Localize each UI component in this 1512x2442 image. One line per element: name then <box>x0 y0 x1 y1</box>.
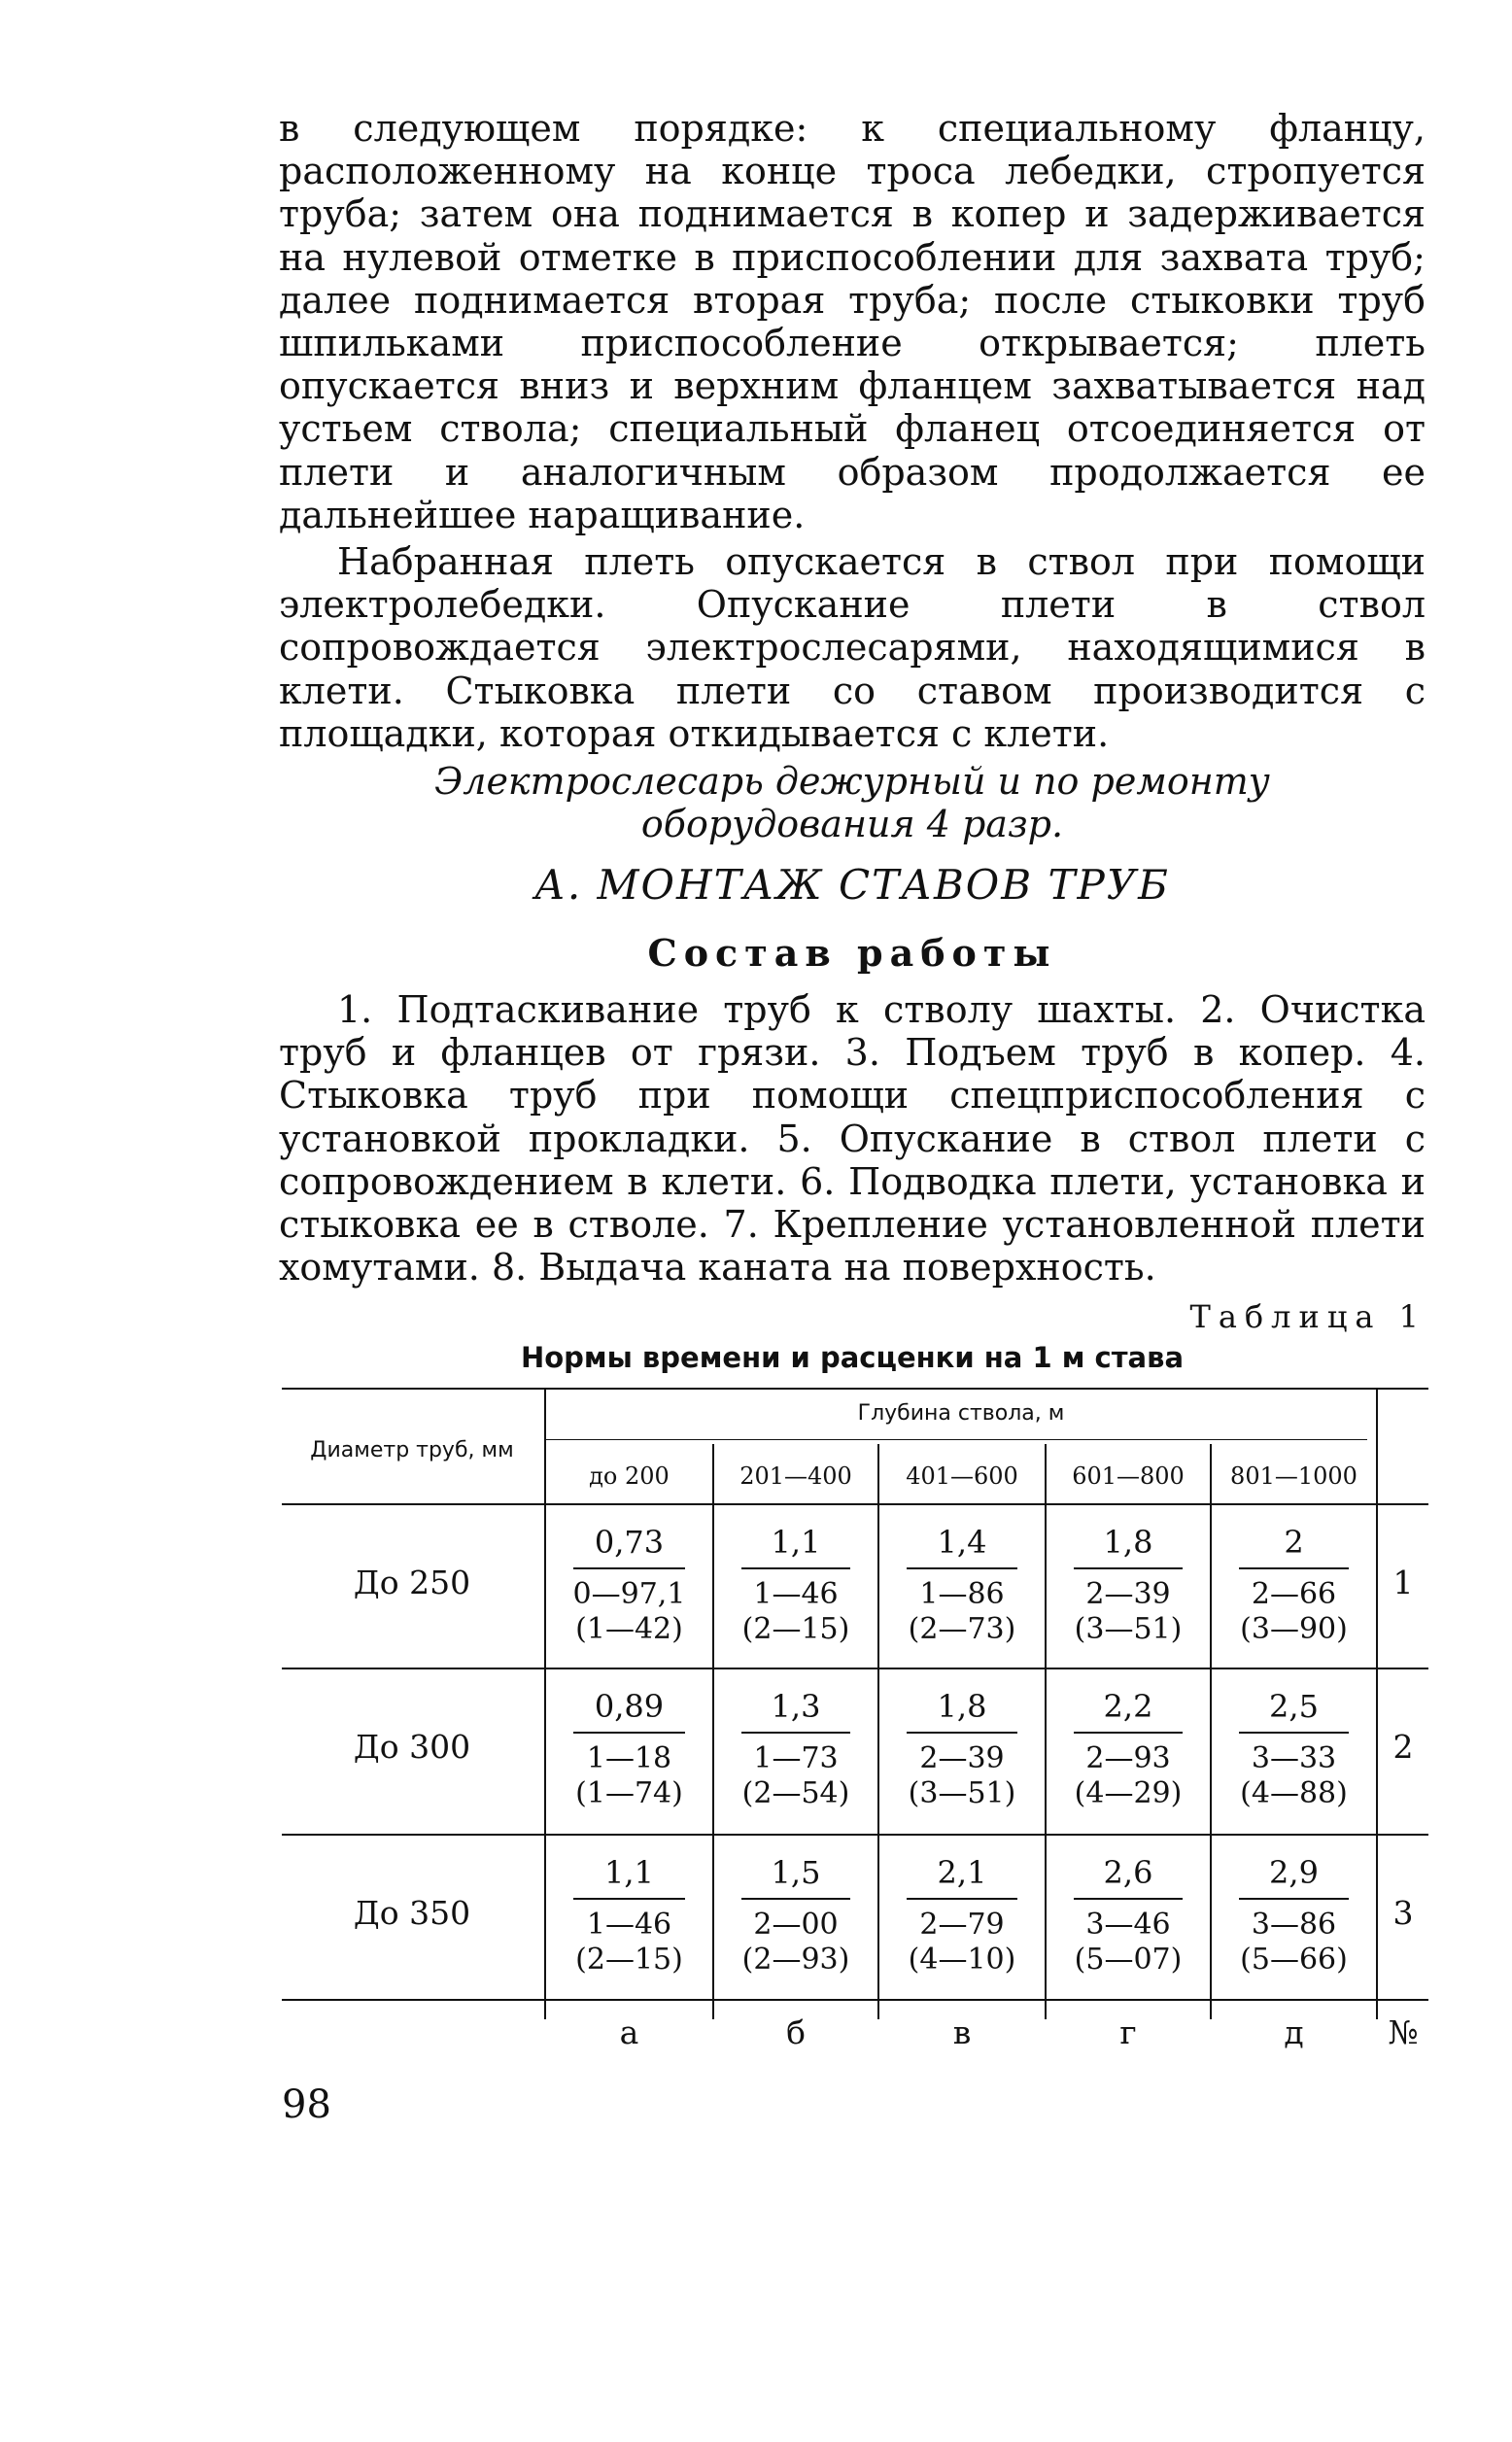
worker-title-line1: Электрослесарь дежурный и по ремонту <box>434 760 1270 803</box>
rate-value: 1—73 <box>753 1741 839 1775</box>
fraction-bar <box>907 1567 1017 1569</box>
footer-letter-4: д <box>1284 2013 1304 2051</box>
fraction-bar <box>1074 1732 1183 1734</box>
depth-col-1: 201—400 <box>739 1462 852 1490</box>
norm-value: 2 <box>1284 1524 1304 1561</box>
rate-alt-value: (2—73) <box>908 1612 1016 1646</box>
rate-value: 2—93 <box>1085 1741 1171 1775</box>
header-bottom-rule <box>282 1503 1428 1505</box>
norm-value: 1,4 <box>937 1524 987 1561</box>
table-label: Таблица 1 <box>1189 1298 1426 1335</box>
fraction-bar <box>573 1898 685 1900</box>
norm-value: 1,1 <box>771 1524 821 1561</box>
rate-value: 2—79 <box>919 1908 1005 1942</box>
depth-col-0: до 200 <box>589 1462 670 1490</box>
row-number-2: 2 <box>1392 1728 1414 1766</box>
norm-value: 0,73 <box>594 1524 665 1561</box>
rate-alt-value: (3—51) <box>908 1776 1016 1810</box>
depth-header-rule <box>546 1439 1367 1440</box>
rate-value: 1—46 <box>586 1908 672 1942</box>
fraction-bar <box>573 1567 685 1569</box>
rate-alt-value: (1—42) <box>575 1612 683 1646</box>
paragraph-lowering: Набранная плеть опускается в ствол при помощи электролебедки. Опускание плети в ствол сопровождается электрослесарями, находящимися в клети. Стыковка плети со ставом производится с площадки, которая откидывается с клети. <box>279 540 1426 755</box>
rate-value: 1—18 <box>586 1741 672 1775</box>
norm-value: 1,8 <box>937 1688 987 1725</box>
fraction-bar <box>741 1567 850 1569</box>
rate-alt-value: (4—29) <box>1074 1776 1183 1810</box>
row-number-3: 3 <box>1392 1894 1414 1932</box>
norm-value: 1,3 <box>771 1688 821 1725</box>
rate-alt-value: (4—10) <box>908 1943 1016 1977</box>
fraction-bar <box>907 1732 1017 1734</box>
rate-value: 2—00 <box>753 1908 839 1942</box>
row2-bottom-rule <box>282 1834 1428 1836</box>
rate-value: 1—86 <box>919 1577 1005 1611</box>
row1-bottom-rule <box>282 1668 1428 1669</box>
row-name-1: До 250 <box>353 1564 471 1601</box>
row-name-3: До 350 <box>353 1894 471 1932</box>
row-number-1: 1 <box>1392 1564 1414 1601</box>
fraction-bar <box>741 1898 850 1900</box>
rate-value: 1—46 <box>753 1577 839 1611</box>
fraction-bar <box>741 1732 850 1734</box>
rate-value: 2—39 <box>919 1741 1005 1775</box>
fraction-bar <box>907 1898 1017 1900</box>
work-composition-title: Состав работы <box>647 931 1057 975</box>
footer-letter-2: в <box>952 2013 972 2051</box>
depth-header: Глубина ствола, м <box>857 1401 1065 1426</box>
norm-value: 2,6 <box>1103 1854 1153 1891</box>
footer-letter-1: б <box>786 2013 806 2051</box>
fraction-bar <box>573 1732 685 1734</box>
rate-alt-value: (5—07) <box>1074 1943 1183 1977</box>
norm-value: 2,1 <box>937 1854 987 1891</box>
page-number: 98 <box>282 2082 331 2127</box>
rate-value: 0—97,1 <box>572 1577 686 1611</box>
norm-value: 1,5 <box>771 1854 821 1891</box>
row-header: Диаметр труб, мм <box>310 1438 514 1462</box>
norm-value: 2,5 <box>1269 1688 1319 1725</box>
rate-alt-value: (2—93) <box>741 1943 850 1977</box>
fraction-bar <box>1239 1567 1349 1569</box>
norm-value: 0,89 <box>594 1688 665 1725</box>
work-composition-text: 1. Подтаскивание труб к стволу шахты. 2. Очистка труб и фланцев от грязи. 3. Подъем труб в копер. 4. Стыковка труб при помощи спецприспособления с установкой прокладки. 5. Опускание в ствол плети с сопровождением в клети. 6. Подводка плети, установка и стыковка ее в стволе. 7. Крепление установленной плети хомутами. 8. Выдача каната на поверхность. <box>279 988 1426 1290</box>
section-title: А. МОНТАЖ СТАВОВ ТРУБ <box>534 861 1170 909</box>
footer-num: № <box>1388 2013 1419 2051</box>
worker-title <box>279 760 1426 845</box>
table-caption: Нормы времени и расценки на 1 м става <box>520 1341 1185 1374</box>
rate-value: 3—46 <box>1085 1908 1171 1942</box>
norm-value: 1,8 <box>1103 1524 1153 1561</box>
fraction-bar <box>1074 1567 1183 1569</box>
rate-alt-value: (3—51) <box>1074 1612 1183 1646</box>
depth-col-2: 401—600 <box>906 1462 1018 1490</box>
depth-col-4: 801—1000 <box>1230 1462 1357 1490</box>
norm-value: 2,2 <box>1103 1688 1153 1725</box>
rate-value: 2—66 <box>1251 1577 1337 1611</box>
fraction-bar <box>1239 1732 1349 1734</box>
rate-alt-value: (2—15) <box>575 1943 683 1977</box>
paragraph-procedure: в следующем порядке: к специальному фланцу, расположенному на конце троса лебедки, стропуется труба; затем она поднимается в копер и задерживается на нулевой отметке в приспособлении для захвата труб; далее поднимается вторая труба; после стыковки труб шпильками приспособление открывается; плеть опускается вниз и верхним фланцем захватывается над устьем ствола; специальный фланец отсоединяется от плети и аналогичным образом продолжается ее дальнейшее наращивание. <box>279 107 1426 536</box>
fraction-bar <box>1074 1898 1183 1900</box>
rate-alt-value: (1—74) <box>575 1776 683 1810</box>
row3-bottom-rule <box>282 1999 1428 2001</box>
footer-letter-0: а <box>619 2013 639 2051</box>
table-top-rule <box>282 1388 1428 1390</box>
worker-title-line2: оборудования 4 разр. <box>640 803 1064 845</box>
rate-alt-value: (3—90) <box>1240 1612 1348 1646</box>
rate-value: 2—39 <box>1085 1577 1171 1611</box>
rate-value: 3—86 <box>1251 1908 1337 1942</box>
depth-col-3: 601—800 <box>1072 1462 1185 1490</box>
row-name-2: До 300 <box>353 1728 471 1766</box>
rate-value: 3—33 <box>1251 1741 1337 1775</box>
rate-alt-value: (2—54) <box>741 1776 850 1810</box>
norm-value: 2,9 <box>1269 1854 1319 1891</box>
rate-alt-value: (5—66) <box>1240 1943 1348 1977</box>
fraction-bar <box>1239 1898 1349 1900</box>
norm-value: 1,1 <box>604 1854 654 1891</box>
footer-letter-3: г <box>1119 2013 1137 2051</box>
rate-alt-value: (4—88) <box>1240 1776 1348 1810</box>
rate-alt-value: (2—15) <box>741 1612 850 1646</box>
